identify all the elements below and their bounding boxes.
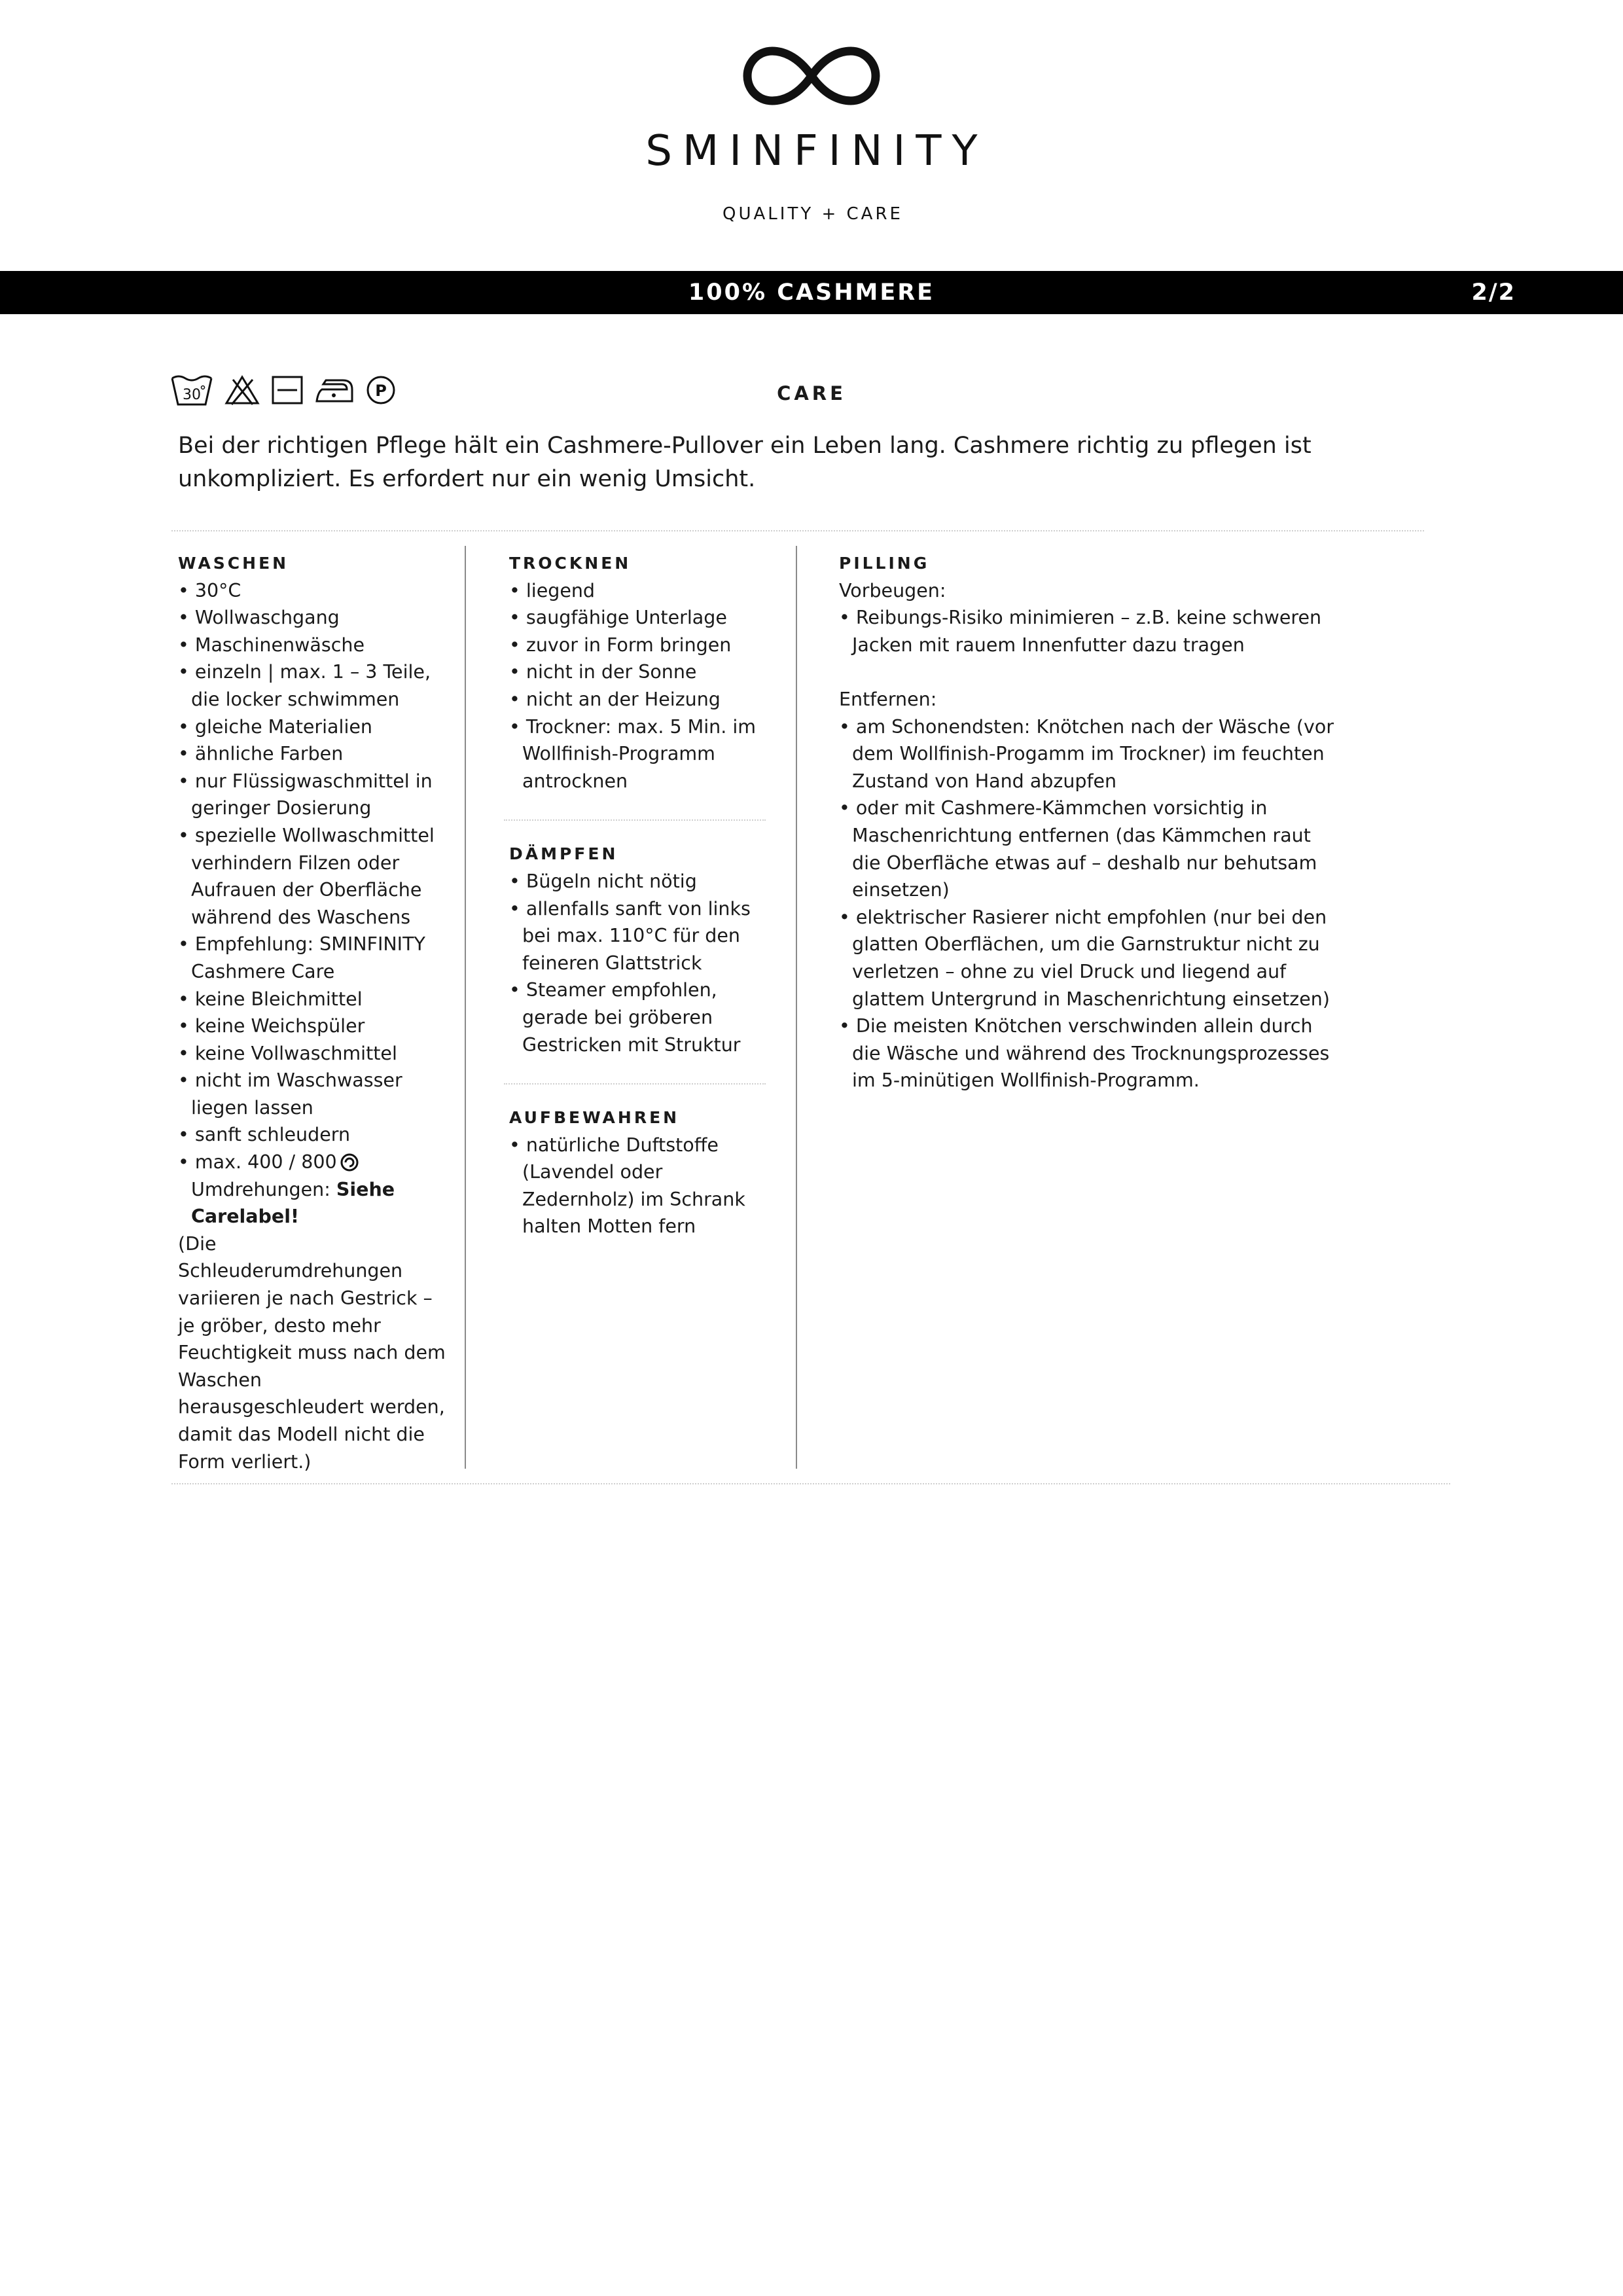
spin-prefix: max. 400 / 800 [194,1151,337,1174]
list-item: • saugfähige Unterlage [509,604,764,632]
svg-text:P: P [375,382,387,400]
daempfen-heading: DÄMPFEN [509,844,618,864]
spin-suffix: Umdrehungen: [191,1178,330,1200]
list-item: • Bügeln nicht nötig [509,868,764,895]
list-item: • einzeln | max. 1 – 3 Teile, die locker schwimmen [178,658,446,713]
brand-name: SMINFINITY [645,127,988,175]
list-item: • allenfalls sanft von links bei max. 110°C für den feineren Glattstrick [509,895,764,977]
spin-cycle-icon [340,1153,359,1172]
list-item: • ähnliche Farben [178,740,446,768]
entfernen-label: Entfernen: [839,688,937,710]
list-item: • 30°C [178,577,446,605]
list-item: • Trockner: max. 5 Min. im Wollfinish-Programm antrocknen [509,713,764,795]
list-item: • Steamer empfohlen, gerade bei gröberen Gestricken mit Struktur [509,977,764,1058]
list-item: • nicht an der Heizung [509,686,764,713]
list-item: • keine Bleichmittel [178,986,446,1013]
list-item: • nur Flüssigwaschmittel in geringer Dosierung [178,768,446,822]
column-rule-2 [796,546,797,1469]
spacer [839,658,1336,686]
page-title: 100% CASHMERE [688,279,935,306]
column-rule-1 [465,546,466,1469]
waschen-heading: WASCHEN [178,554,289,573]
sub-divider [504,1083,766,1085]
pilling-heading: PILLING [839,554,930,573]
list-item: • Reibungs-Risiko minimieren – z.B. keine schweren Jacken mit rauem Innenfutter dazu tragen [839,604,1336,658]
intro-text: Bei der richtigen Pflege hält ein Cashmere-Pullover ein Leben lang. Cashmere richtig zu pflegen ist unkompliziert. Es erfordert nur ein wenig Umsicht. [178,433,1311,492]
list-item: • nicht in der Sonne [509,658,764,686]
page-number: 2/2 [1471,279,1516,306]
sub-divider [504,819,766,821]
trocknen-heading: TROCKNEN [509,554,632,573]
column-waschen [178,550,446,1475]
svg-text:30: 30 [183,387,201,403]
infinity-icon [742,46,881,106]
entfernen-list [839,713,1336,1094]
brand-tagline: QUALITY + CARE [722,204,903,224]
list-item: • elektrischer Rasierer nicht empfohlen (nur bei den glatten Oberflächen, um die Garnstruktur nicht zu verletzen – ohne zu viel Druck und liegend auf glattem Untergrund in Maschenrichtung einsetzen) [839,904,1336,1013]
top-divider [171,530,1424,531]
list-item: • am Schonendsten: Knötchen nach der Wäsche (vor dem Wollfinish-Progamm im Trockner) im feuchten Zustand von Hand abzupfen [839,713,1336,795]
list-item: • keine Vollwaschmittel [178,1040,446,1067]
list-item: • keine Weichspüler [178,1013,446,1040]
list-item: • Maschinenwäsche [178,632,446,659]
list-item: • natürliche Duftstoffe (Lavendel oder Zedernholz) im Schrank halten Motten fern [509,1132,764,1240]
trocknen-list [509,577,764,795]
aufbewahren-heading: AUFBEWAHREN [509,1108,680,1128]
title-bar [0,271,1623,314]
aufbewahren-list [509,1132,764,1240]
list-item: • nicht im Waschwasser liegen lassen [178,1067,446,1121]
list-item: • gleiche Materialien [178,713,446,741]
section-title: CARE [777,382,846,404]
bottom-divider [171,1483,1450,1484]
vorbeugen-label: Vorbeugen: [839,579,946,601]
column-pilling [839,550,1336,1094]
list-item: • spezielle Wollwaschmittel verhindern Filzen oder Aufrauen der Oberfläche während des Waschens [178,822,446,931]
list-item: • zuvor in Form bringen [509,632,764,659]
list-item: • Wollwaschgang [178,604,446,632]
vorbeugen-list [839,604,1336,658]
spin-note: (Die Schleuderumdrehungen variieren je nach Gestrick – je gröber, desto mehr Feuchtigkeit muss nach dem Waschen herausgeschleudert werden, damit das Modell nicht die Form verliert.) [178,1232,446,1473]
column-middle [509,550,764,1240]
list-item-spin [178,1149,446,1230]
list-item: • Die meisten Knötchen verschwinden allein durch die Wäsche und während des Trocknungsprozesses im 5-minütigen Wollfinish-Programm. [839,1013,1336,1094]
logo-block [0,46,1623,224]
list-item: • sanft schleudern [178,1121,446,1149]
waschen-list [178,577,446,1230]
list-item: • Empfehlung: SMINFINITY Cashmere Care [178,931,446,985]
list-item: • oder mit Cashmere-Kämmchen vorsichtig in Maschenrichtung entfernen (das Kämmchen raut die Oberfläche etwas auf – deshalb nur behutsam einsetzen) [839,795,1336,903]
list-item: • liegend [509,577,764,605]
daempfen-list [509,868,764,1058]
spin-carelabel: Siehe Carelabel! [191,1178,395,1228]
